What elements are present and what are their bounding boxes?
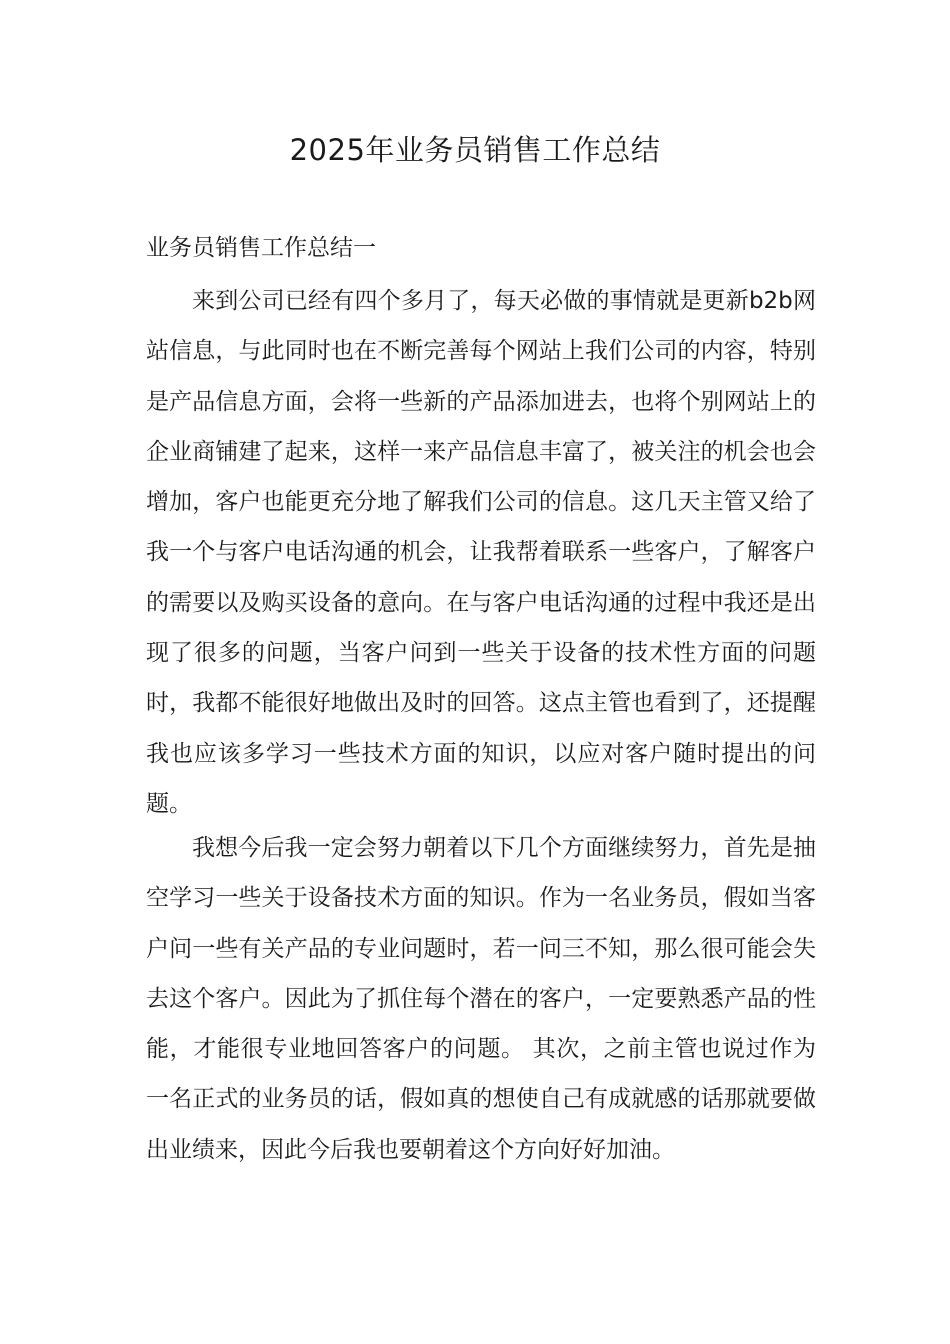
body-paragraph-2: 我想今后我一定会努力朝着以下几个方面继续努力，首先是抽空学习一些关于设备技术方面的知识。作为一名业务员，假如当客户问一些有关产品的专业问题时，若一问三不知，那么很可能会失去这个客户。因此为了抓住每个潜在的客户，一定要熟悉产品的性能，才能很专业地回答客户的问题。 其次，之前主管也说过作为一名正式的业务员的话，假如真的想使自己有成就感的话那就要做出业绩来，因此今后我也要朝着这个方向好好加油。 (146, 835, 816, 1163)
body-paragraph-1: 来到公司已经有四个多月了，每天必做的事情就是更新b2b网站信息，与此同时也在不断完善每个网站上我们公司的内容，特别是产品信息方面，会将一些新的产品添加进去，也将个别网站上的企业商铺建了起来，这样一来产品信息丰富了，被关注的机会也会增加，客户也能更充分地了解我们公司的信息。这几天主管又给了我一个与客户电话沟通的机会，让我帮着联系一些客户，了解客户的需要以及购买设备的意向。在与客户电话沟通的过程中我还是出现了很多的问题，当客户问到一些关于设备的技术性方面的问题时，我都不能很好地做出及时的回答。这点主管也看到了，还提醒我也应该多学习一些技术方面的知识，以应对客户随时提出的问题。 (146, 288, 816, 817)
section-heading: 业务员销售工作总结一 (146, 235, 376, 261)
document-title: 2025年业务员销售工作总结 (289, 133, 661, 167)
